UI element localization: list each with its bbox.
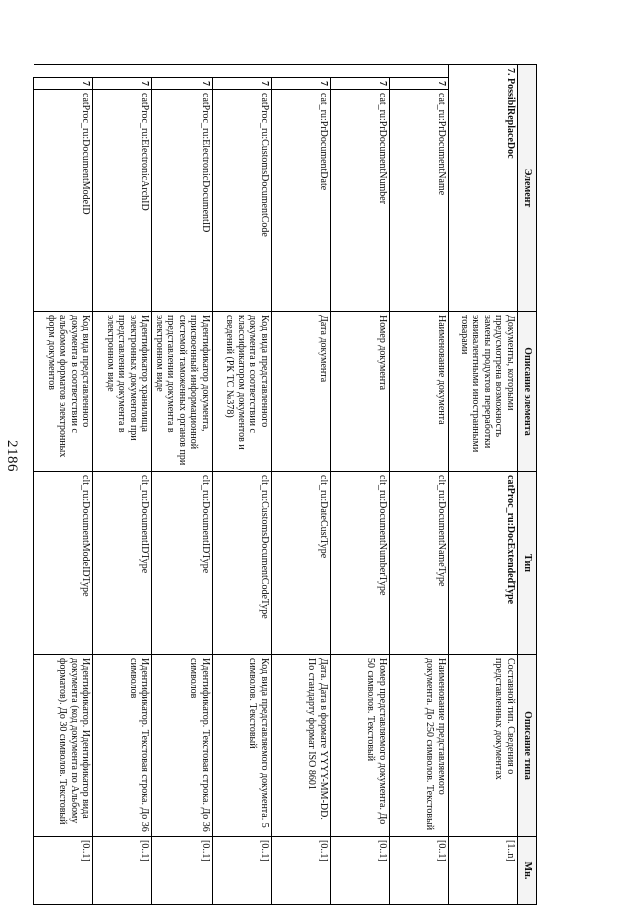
row-type-description: Дата. Дата в формате YYYY-MM-DD. По стандарту формат ISO 8601 (272, 655, 331, 837)
row-level: 7 (152, 78, 213, 90)
row-type: clt_ru:CustomsDocumentCodeType (213, 472, 272, 655)
row-type-description: Номер представляемого документа. До 50 символов. Текстовый (331, 655, 390, 837)
row-description: Код вида представленного документа в соответствии с классификатором документов и сведений (РК ТС №378) (213, 312, 272, 472)
row-type: clt_ru:DateCustType (272, 472, 331, 655)
row-type-description: Идентификатор. Идентификатор вида документа (код документа по Альбому форматов). До 30 символов. Текстовый (34, 655, 93, 837)
table-row (34, 65, 93, 905)
column-header-element: Элемент (518, 65, 537, 312)
row-multiplicity: [0..1] (331, 837, 390, 905)
row-description: Код вида представленного документа в соответствии с альбомом форматов электронных форм документов (34, 312, 93, 472)
row-level: 7 (93, 78, 152, 90)
row-description: Идентификатор документа, присвоенный информационной системой таможенных органов при представлении документа в электронном виде (152, 312, 213, 472)
section-multiplicity: [1..n] (449, 837, 518, 905)
row-multiplicity: [0..1] (93, 837, 152, 905)
document-table-container (46, 64, 537, 904)
table-row (331, 65, 390, 905)
row-element: cat_ru:PrDocumentName (390, 90, 449, 312)
row-level: 7 (272, 78, 331, 90)
row-element: cat_ru:PrDocumentDate (272, 90, 331, 312)
row-description: Дата документа (272, 312, 331, 472)
row-multiplicity: [0..1] (390, 837, 449, 905)
row-level: 7 (213, 78, 272, 90)
row-description: Номер документа (331, 312, 390, 472)
row-type: clt_ru:DocumentModeIDType (34, 472, 93, 655)
row-type-description: Идентификатор. Текстовая строка. До 36 символов (93, 655, 152, 837)
table-row (213, 65, 272, 905)
row-description: Наименование документа (390, 312, 449, 472)
column-header-type: Тип (518, 472, 537, 655)
column-header-multiplicity: Мн. (518, 837, 537, 905)
row-type: clt_ru:DocumentNumberType (331, 472, 390, 655)
section-element-name: PossiblReplaceDoc (505, 78, 516, 159)
section-number: 7. (505, 68, 516, 76)
row-multiplicity: [0..1] (34, 837, 93, 905)
column-header-type-description: Описание типа (518, 655, 537, 837)
row-multiplicity: [0..1] (152, 837, 213, 905)
row-level: 7 (390, 78, 449, 90)
column-header-description: Описание элемента (518, 312, 537, 472)
row-type-description: Код вида представляемого документа. 5 символов. Текстовый (213, 655, 272, 837)
section-description: Документы, которыми предусмотрена возможность замены продуктов переработки эквивалентными иностранными товарами (449, 312, 518, 472)
table-header-row (518, 65, 537, 905)
row-description: Идентификатор хранилища электронных документов при представлении документа в электронном виде (93, 312, 152, 472)
table-row (272, 65, 331, 905)
row-level: 7 (34, 78, 93, 90)
row-multiplicity: [0..1] (213, 837, 272, 905)
section-type: catProc_ru:DocExtendedType (449, 472, 518, 655)
row-multiplicity: [0..1] (272, 837, 331, 905)
row-type-description: Идентификатор. Текстовая строка. До 36 символов (152, 655, 213, 837)
row-element: catProc_ru:ElectronicDocumentID (152, 90, 213, 312)
row-element: cat_ru:PrDocumentNumber (331, 90, 390, 312)
row-element: catProc_ru:ElectronicArchID (93, 90, 152, 312)
section-type-description: Составной тип. Сведения о представленных документах (449, 655, 518, 837)
section-element-cell (449, 65, 518, 312)
row-type: clt_ru:DocumentIDType (152, 472, 213, 655)
row-type-description: Наименование представляемого документа. До 250 символов. Текстовый (390, 655, 449, 837)
table-row (390, 65, 449, 905)
element-description-table (34, 64, 538, 905)
row-type: clt_ru:DocumentNameType (390, 472, 449, 655)
row-element: catProc_ru:DocumentModeID (34, 90, 93, 312)
page-number: 2186 (4, 440, 20, 472)
table-row (93, 65, 152, 905)
row-level: 7 (331, 78, 390, 90)
row-element: catProc_ru:CustomsDocumentCode (213, 90, 272, 312)
table-row-section (449, 65, 518, 905)
table-row (152, 65, 213, 905)
row-type: clt_ru:DocumentIDType (93, 472, 152, 655)
